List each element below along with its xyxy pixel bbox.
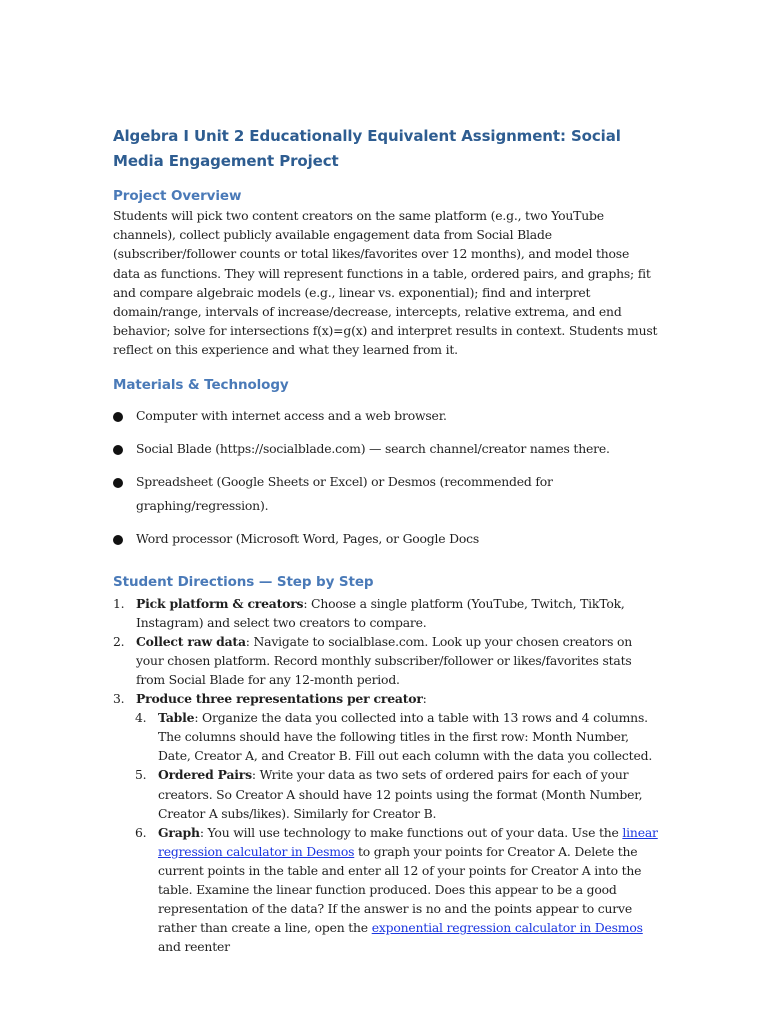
step-title: Collect raw data <box>136 633 246 649</box>
section-heading-materials: Materials & Technology <box>113 376 289 393</box>
step-title: Graph <box>158 824 200 840</box>
section-heading-directions: Student Directions — Step by Step <box>113 573 374 590</box>
step-number: 2. <box>113 633 125 649</box>
direction-step <box>113 594 658 632</box>
list-item-text: Word processor (Microsoft Word, Pages, or Google Docs <box>136 531 480 547</box>
document-title: Algebra I Unit 2 Educationally Equivalent Assignment: Social Media Engagement Project <box>113 127 621 170</box>
step-text: to graph your points for Creator A. Delete the current points in the table and enter all 12 of your points for Creator A into the table. Examine the linear function produced. Does this appear to be a good representation of the data? If the answer is no and the points appear to curve rather than create a line, open the <box>158 843 642 936</box>
step-text: : Organize the data you collected into a table with 13 rows and 4 columns. The columns should have the following titles in the first row: Month Number, Date, Creator A, and Creator B. Fill out each column with the data you collected. <box>158 710 653 764</box>
step-title: Ordered Pairs <box>158 767 252 783</box>
list-item <box>113 527 658 552</box>
step-text: and reenter <box>158 939 230 955</box>
bullet-icon <box>113 445 123 455</box>
section-heading-overview: Project Overview <box>113 188 242 204</box>
step-text: : Choose a single platform (YouTube, Twitch, TikTok, Instagram) and select two creators to compare. <box>136 595 625 630</box>
step-title: Produce three representations per creator <box>136 691 423 707</box>
direction-step <box>113 632 658 689</box>
exponential-regression-link[interactable]: exponential regression calculator in Desmos <box>371 920 643 936</box>
direction-substep <box>113 765 658 822</box>
step-number: 1. <box>113 595 125 611</box>
list-item-text: Computer with internet access and a web browser. <box>136 407 447 423</box>
step-title: Table <box>158 710 195 726</box>
overview-paragraph: Students will pick two content creators on the same platform (e.g., two YouTube channels), collect publicly available engagement data from Social Blade (subscriber/follower counts or total likes/favorites over 12 months), and model those data as functions. They will represent functions in a table, ordered pairs, and graphs; fit and compare algebraic models (e.g., linear vs. exponential); find and interpret domain/range, intervals of increase/decrease, intercepts, relative extrema, and end behavior; solve for intersections f(x)=g(x) and interpret results in context. Students must reflect on this experience and what they learned from it. <box>113 208 658 358</box>
list-item <box>113 437 658 462</box>
document-body <box>113 124 658 956</box>
step-number: 3. <box>113 691 125 707</box>
step-text: : Navigate to socialblase.com. Look up your chosen creators on your chosen platform. Record monthly subscriber/follower or likes/favorites stats from Social Blade for any 12-month period. <box>136 633 633 687</box>
direction-substep <box>113 823 658 957</box>
step-number: 5. <box>135 767 147 783</box>
bullet-icon <box>113 535 123 545</box>
direction-substep <box>113 708 658 765</box>
step-number: 6. <box>135 824 147 840</box>
list-item <box>113 470 658 519</box>
list-item-text: Social Blade (https://socialblade.com) — search channel/creator names there. <box>136 440 610 456</box>
directions-list <box>113 594 658 957</box>
step-text: : You will use technology to make functions out of your data. Use the <box>199 824 623 840</box>
step-number: 4. <box>135 710 147 726</box>
bullet-icon <box>113 412 123 422</box>
list-item <box>113 404 658 429</box>
list-item-text: Spreadsheet (Google Sheets or Excel) or Desmos (recommended for graphing/regression). <box>136 473 553 514</box>
step-text: : <box>422 691 427 707</box>
step-title: Pick platform & creators <box>136 595 304 611</box>
direction-step <box>113 689 658 708</box>
step-text: : Write your data as two sets of ordered pairs for each of your creators. So Creator A should have 12 points using the format (Month Number, Creator A subs/likes). Similarly for Creator B. <box>158 767 643 821</box>
bullet-icon <box>113 478 123 488</box>
materials-list <box>113 404 658 552</box>
linear-regression-link[interactable]: linear regression calculator in Desmos <box>158 824 658 859</box>
